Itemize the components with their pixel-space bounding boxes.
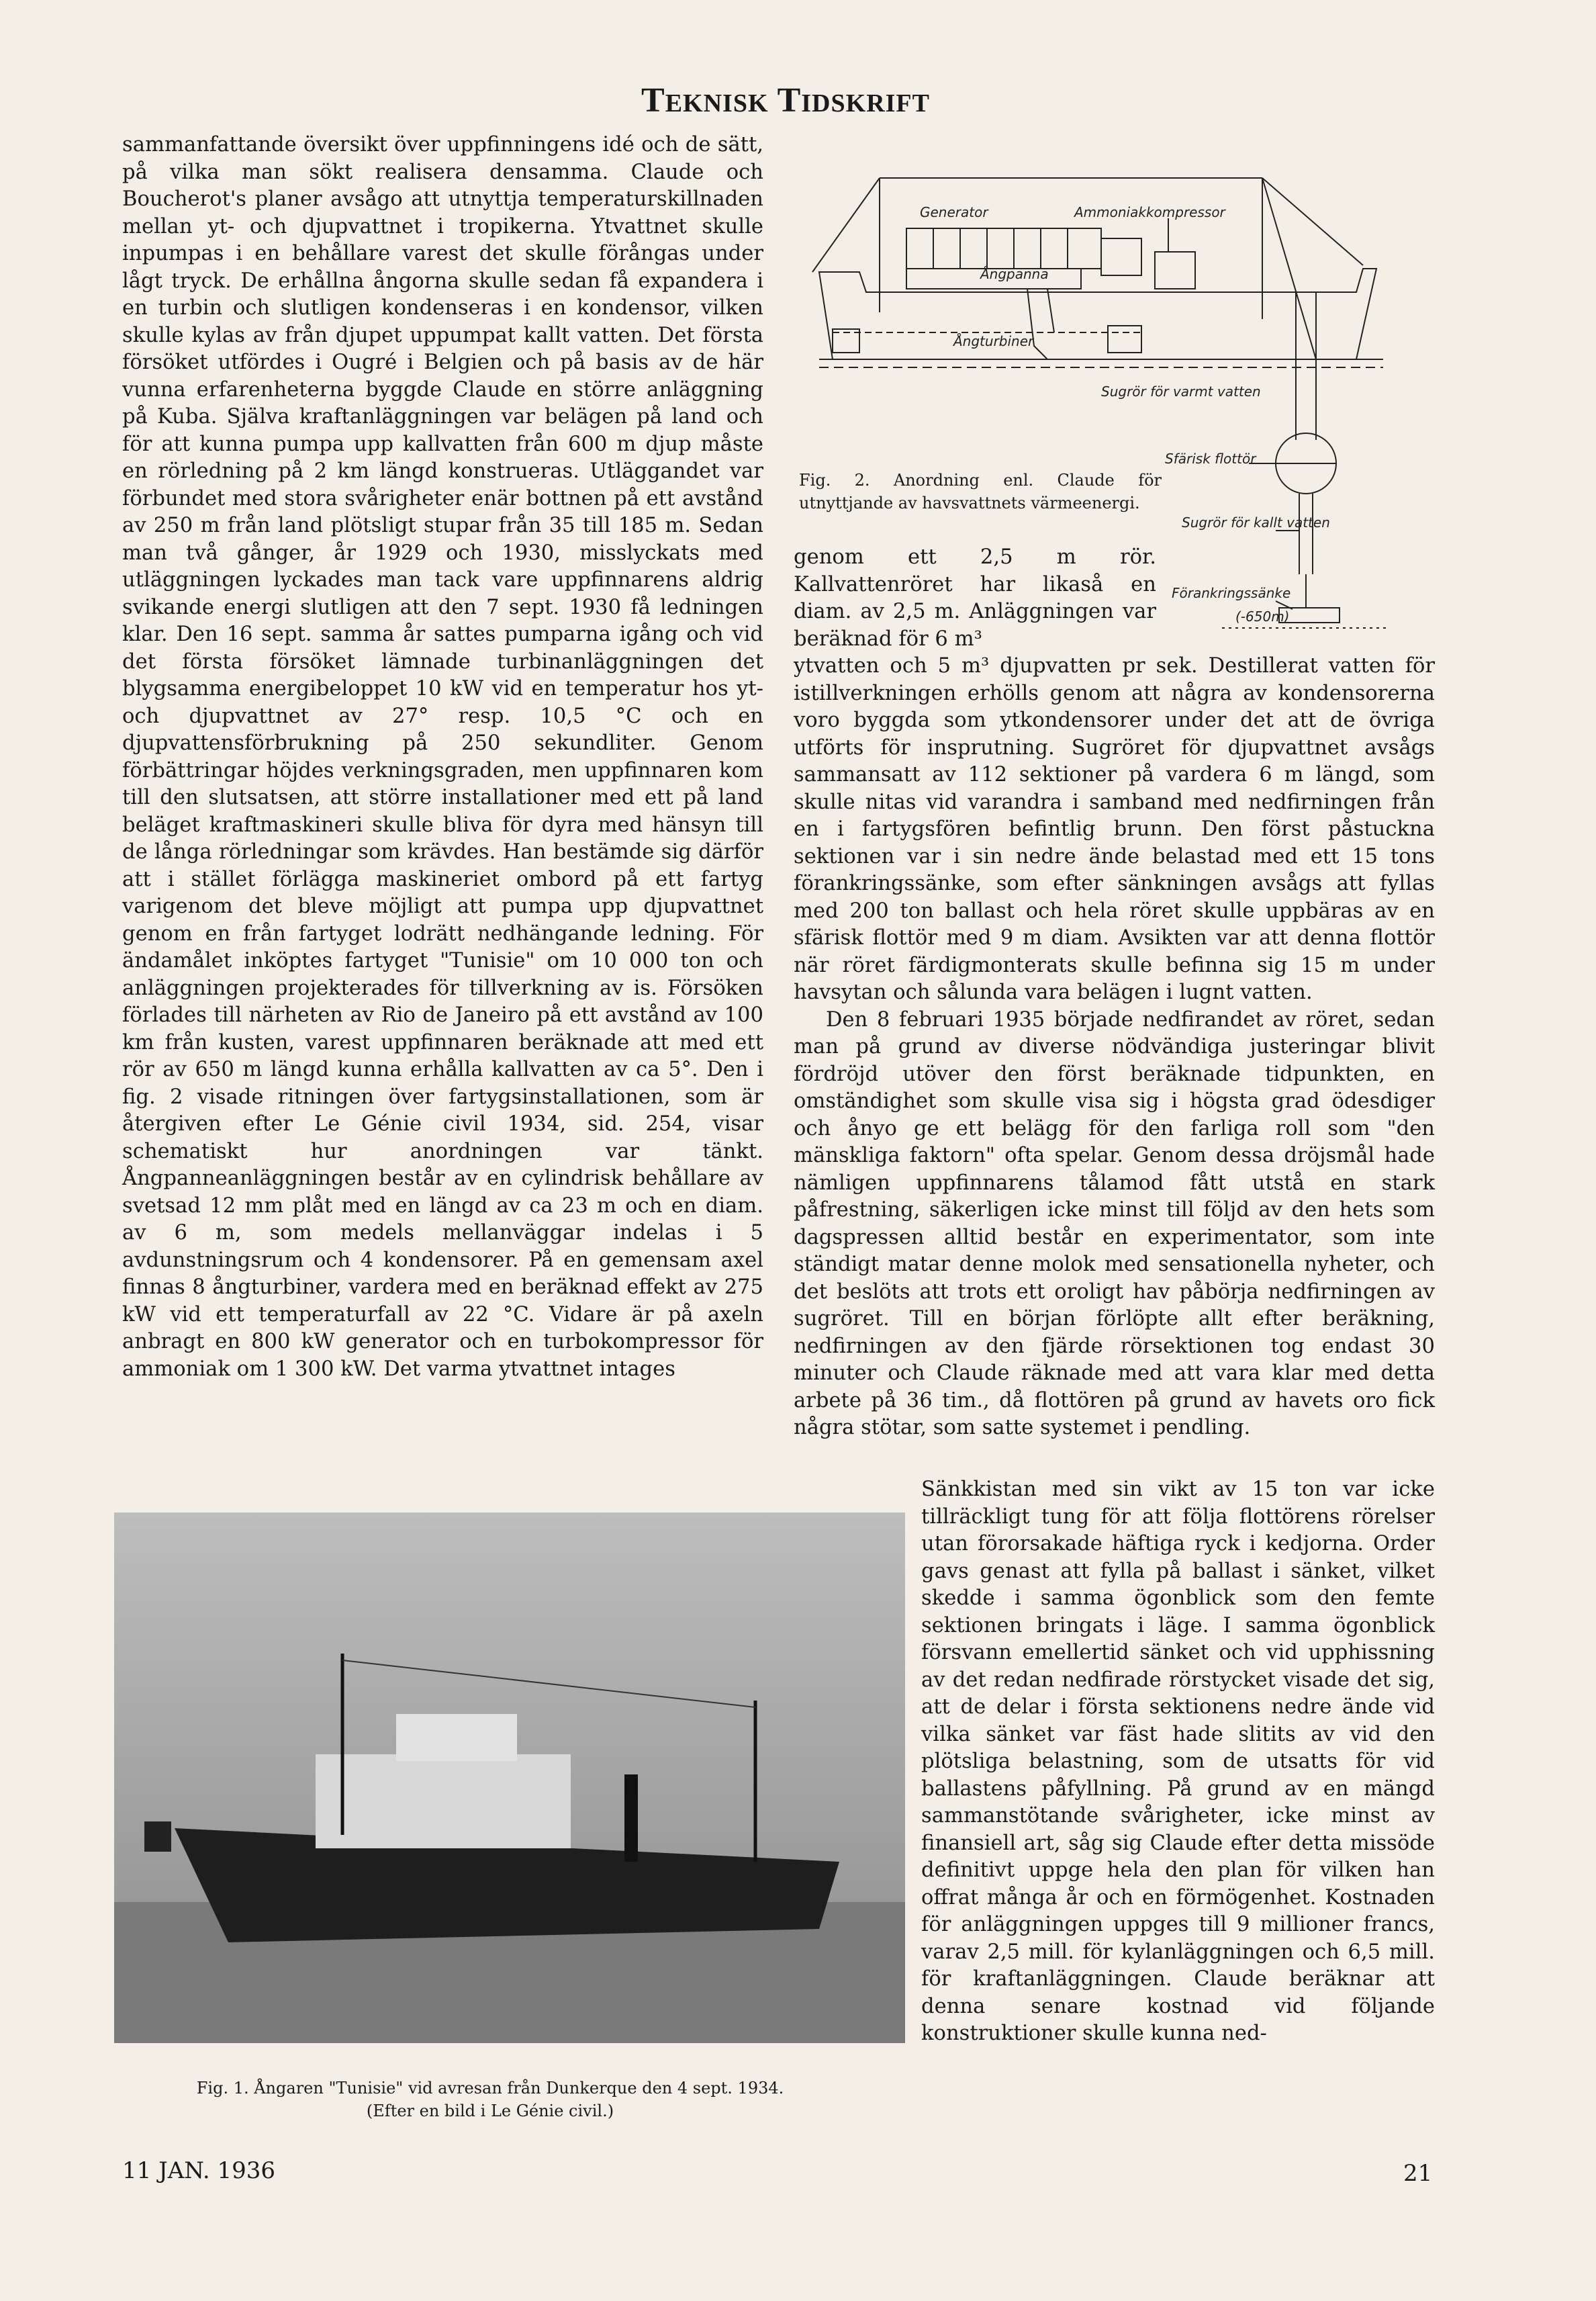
figure-1-caption xyxy=(114,2077,866,2122)
label-depth: (-650m) xyxy=(1235,608,1290,625)
left-column xyxy=(122,132,763,1383)
right-column-top xyxy=(794,544,1156,653)
body-paragraph: Den 8 februari 1935 började nedfirandet av röret, sedan man på grund av diverse nödvändiga justeringar blivit fördröjd utöver den först beräknade tidpunkten, en omständighet som skulle visa sig i högsta grad ödesdiger och ånyo ge ett belägg för den farliga roll som "den mänskliga faktorn" ofta spelar. Genom dessa dröjsmål hade nämligen uppfinnarens tålamod fått utstå en stark påfrestning, säkerligen icke minst till följd av den hets som dagspressen alltid består en experimentator, som inte ständigt matar denne molok med sensationella nyheter, och det beslöts att trots ett oroligt hav påbörja nedfirningen av sugröret. Till en början förlöpte allt efter beräkning, nedfirningen av den fjärde rörsektionen tog endast 30 minuter och Claude räknade med att vara klar med detta arbete på 36 tim., då flottören på grund av havets oro fick några stötar, som satte systemet i pendling. xyxy=(794,1007,1435,1439)
title-letter: T xyxy=(777,81,802,120)
body-paragraph: Sänkkistan med sin vikt av 15 ton var icke tillräckligt tung för att följa flottörens rörelser utan förorsakade häftiga ryck i kedjorna. Order gavs genast att fylla på ballast i sänket, vilket skedde i samma ögonblick som den femte sektionen bringats i läge. I samma ögonblick försvann emellertid sänket och vid upphissning av det redan nedfirade rörstycket visade det sig, att de delar i första sektionens nedre ände vid vilka sänket var fäst hade slitits av vid den plötsliga belastning, som de utsatts för vid ballastens påfyllning. På grund av en mängd sammanstötande svårigheter, icke minst av finansiell art, såg sig Claude efter detta missöde definitivt uppge hela den plan för vilken han offrat många år och en förmögenhet. Kostnaden för anläggningen uppges till 9 millioner francs, varav 2,5 mill. för kylanläggningen och 6,5 mill. för kraftanläggningen. Claude beräknar att denna senare kostnad vid följande konstruktioner skulle kunna ned- xyxy=(921,1478,1435,2045)
ship-photo xyxy=(114,1513,905,2043)
body-paragraph: sammanfattande översikt över uppfinningens idé och de sätt, på vilka man sökt realisera densamma. Claude och Boucherot's planer avsågo att utnyttja temperaturskillnaden mellan yt- och djupvattnet i tropikerna. Ytvattnet skulle inpumpas i en behållare varest det skulle förångas under lågt tryck. De erhållna ångorna skulle sedan få expandera i en turbin och slutligen kondenseras i en kondensor, vilken skulle kylas av från djupet uppumpat kallt vatten. Det första försöket utfördes i Ougré i Belgien och på basis av de här vunna erfarenheterna byggde Claude en större anläggning på Kuba. Själva kraftanläggningen var belägen på land och för att kunna pumpa upp kallvatten från 600 m djup måste en rörledning på 2 km längd konstrueras. Utläggandet var förbundet med stora svårigheter enär bottnen på ett avstånd av 250 m från land plötsligt stupar från 35 till 185 m. Sedan man två gånger, år 1929 och 1930, misslyckats med utläggningen lyckades man tack vare uppfinnarens aldrig svikande energi slutligen att den 7 sept. 1930 få ledningen klar. Den 16 sept. samma år sattes pumparna igång och vid det första försöket lämnade turbinanläggningen det blygsamma energibeloppet 10 kW vid en temperatur hos yt- och djupvattnet av 27° resp. 10,5 °C och en djupvattensförbrukning på 250 sekundliter. Genom förbättringar höjdes verkningsgraden, men uppfinnaren kom till den slutsatsen, att större installationer med ett på land beläget kraftmaskineri skulle bliva för dyra med hänsyn till de långa rörledningar som krävdes. Han bestämde sig därför att i stället förlägga maskineriet ombord på ett fartyg varigenom det bleve möjligt att pumpa upp djupvattnet genom en från fartyget lodrätt nedhängande ledning. För ändamålet inköptes fartyget "Tunisie" om 10 000 ton och anläggningen projekterades för tillverkning av is. Försöken förlades till närheten av Rio de Janeiro på ett avstånd av 100 km från kusten, varest uppfinnaren beräknade att med ett rör av 650 m längd kunna erhålla kallvatten av ca 5°. Den i fig. 2 visade ritningen över fartygsinstallationen, som är återgiven efter Le Génie civil 1934, sid. 254, visar schematiskt hur anordningen var tänkt. Ångpanneanläggningen består av en cylindrisk behållare av svetsad 12 mm plåt med en längd av ca 23 m och en diam. av 6 m, som medels mellanväggar indelas i 5 avdunstningsrum och 4 kondensorer. På en gemensam axel finnas 8 ångturbiner, vardera med en beräknad effekt av 275 kW vid ett temperaturfall av 22 °C. Vidare är på axeln anbragt en 800 kW generator och en turbokompressor för ammoniak om 1 300 kW. Det varma ytvattnet intages xyxy=(122,133,763,1381)
right-column-bottom xyxy=(921,1476,1435,2048)
title-word-2: IDSKRIFT xyxy=(801,89,930,118)
label-angturbiner: Ångturbiner xyxy=(953,333,1034,349)
body-paragraph: genom ett 2,5 m rör. Kallvattenröret har likaså en diam. av 2,5 m. Anläggningen var beräknad för 6 m³ xyxy=(794,545,1156,651)
title-letter: T xyxy=(641,81,665,120)
page-number: 21 xyxy=(1403,2160,1433,2187)
figure-1-caption-line-2: (Efter en bild i Le Génie civil.) xyxy=(366,2102,614,2120)
label-sugror-kallt: Sugrör för kallt vatten xyxy=(1182,514,1330,531)
label-generator: Generator xyxy=(920,204,988,220)
label-angpanna: Ångpanna xyxy=(980,266,1049,282)
label-ammoniakkompressor: Ammoniakkompressor xyxy=(1074,204,1225,220)
label-sugror-varmt: Sugrör för varmt vatten xyxy=(1101,384,1261,400)
title-word-1: EKNISK xyxy=(665,89,769,118)
figure-2-caption: Fig. 2. Anordning enl. Claude för utnyttjande av havsvattnets värmeenergi. xyxy=(799,471,1162,512)
label-flottor: Sfärisk flottör xyxy=(1165,451,1256,467)
body-paragraph: ytvatten och 5 m³ djupvatten pr sek. Destillerat vatten för istillverkningen erhölls genom att några av kondensorerna voro byggda som ytkondensorer under det att de övriga utförts för insprutning. Sugröret för djupvattnet avsågs sammansatt av 112 sektioner på vardera 6 m längd, som skulle nitas vid varandra i samband med nedfirningen från en i fartygsfören befintlig brunn. Den först påstuckna sektionen var i sin nedre ände belastad med ett 15 tons förankringssänke, som efter sänkningen avsågs att fyllas med 200 ton ballast och hela röret skulle uppbäras av en sfärisk flottör med 9 m diam. Avsikten var att denna flottör när röret färdigmonterats skulle befinna sig 15 m under havsytan och sålunda vara belägen i lugnt vatten. xyxy=(794,654,1435,1004)
journal-title xyxy=(641,81,943,120)
figure-1-caption-line-1: Fig. 1. Ångaren "Tunisie" vid avresan från Dunkerque den 4 sept. 1934. xyxy=(196,2079,784,2097)
label-sanke: Förankringssänke xyxy=(1172,585,1291,601)
right-column-main xyxy=(794,653,1435,1442)
issue-date: 11 JAN. 1936 xyxy=(122,2157,275,2184)
